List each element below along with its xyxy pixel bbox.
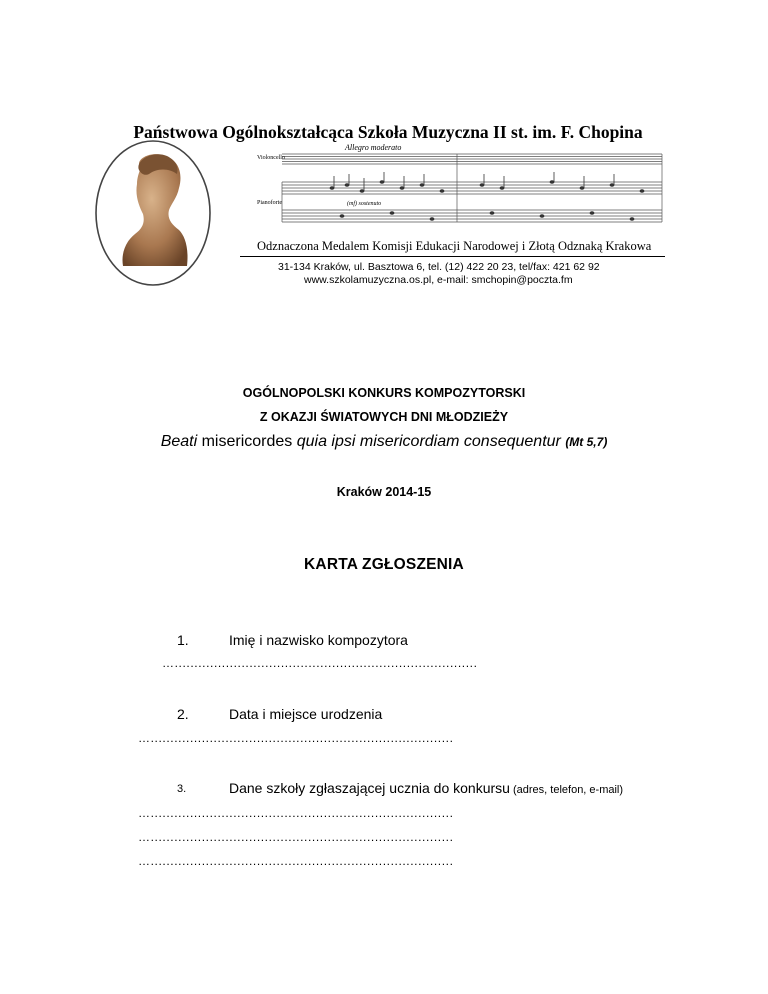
field-line-school-3[interactable]: ….............................................................................	[138, 854, 454, 868]
field-number-3: 3.	[177, 783, 187, 795]
field-label-birth: Data i miejsce urodzenia	[229, 706, 383, 722]
field-label-name: Imię i nazwisko kompozytora	[229, 632, 408, 648]
competition-title: OGÓLNOPOLSKI KONKURS KOMPOZYTORSKI	[242, 386, 526, 400]
chopin-portrait	[93, 138, 213, 288]
score-tempo: Allegro moderato	[345, 143, 402, 152]
motto-part-2: misericordes	[197, 433, 297, 450]
field-label-school	[229, 780, 623, 796]
address-line: 31-134 Kraków, ul. Basztowa 6, tel. (12) 422 20 23, tel/fax: 421 62 92	[278, 261, 600, 273]
field-line-school-2[interactable]: ….............................................................................	[138, 830, 454, 844]
field-line-name[interactable]: ….............................................................................	[162, 656, 478, 670]
contact-line: www.szkolamuzyczna.os.pl, e-mail: smchopin@poczta.fm	[304, 274, 573, 286]
field-line-birth[interactable]: ….............................................................................	[138, 731, 454, 745]
score-instrument-cello: Violoncello	[257, 155, 285, 161]
motto	[0, 433, 768, 451]
field-line-school-1[interactable]: ….............................................................................	[138, 806, 454, 820]
field-number-2: 2.	[177, 706, 189, 722]
place-year: Kraków 2014-15	[336, 485, 432, 499]
competition-subtitle: Z OKAZJI ŚWIATOWYCH DNI MŁODZIEŻY	[259, 410, 509, 424]
score-instrument-piano: Pianoforte	[257, 200, 282, 206]
letterhead-divider	[240, 256, 665, 257]
motto-reference: (Mt 5,7)	[565, 435, 608, 449]
score-dynamic: (mf) sostenuto	[347, 201, 382, 207]
form-title: KARTA ZGŁOSZENIA	[304, 556, 464, 573]
motto-part-3: quia ipsi misericordiam consequentur	[296, 433, 561, 450]
school-name: Państwowa Ogólnokształcąca Szkoła Muzyczna II st. im. F. Chopina	[133, 122, 643, 142]
field-label-school-note: (adres, telefon, e-mail)	[509, 784, 624, 796]
field-label-school-text: Dane szkoły zgłaszającej ucznia do konkursu	[229, 780, 510, 796]
medal-line: Odznaczona Medalem Komisji Edukacji Narodowej i Złotą Odznaką Krakowa	[257, 239, 652, 253]
motto-part-1: Beati	[160, 433, 198, 450]
music-score-image	[252, 142, 672, 234]
field-number-1: 1.	[177, 632, 189, 648]
